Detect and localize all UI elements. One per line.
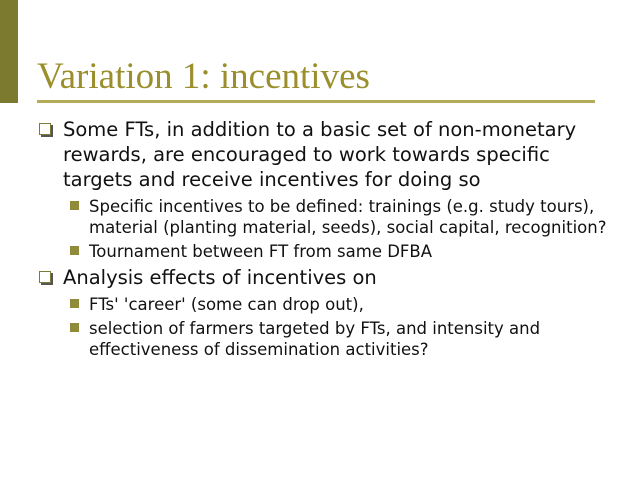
square-bullet-icon — [39, 271, 51, 283]
small-square-bullet-icon — [70, 299, 79, 308]
bullet-text: Analysis effects of incentives on — [63, 266, 377, 289]
slide-title: Variation 1: incentives — [37, 56, 370, 97]
sub-bullet-item-2-1 — [37, 294, 607, 315]
slide-content — [37, 117, 607, 363]
sub-bullet-item-1-1 — [37, 196, 607, 238]
sidebar-accent-bar — [0, 0, 18, 103]
small-square-bullet-icon — [70, 201, 79, 210]
sub-bullet-text: Specific incentives to be defined: trainings (e.g. study tours), material (planting material, seeds), social capital, recognition? — [89, 197, 607, 237]
sub-bullet-text: FTs' 'career' (some can drop out), — [89, 295, 364, 314]
bullet-text: Some FTs, in addition to a basic set of non-monetary rewards, are encouraged to work towards specific targets and receive incentives for doing so — [63, 118, 577, 191]
small-square-bullet-icon — [70, 323, 79, 332]
title-underline — [37, 100, 595, 103]
sub-bullet-text: selection of farmers targeted by FTs, and intensity and effectiveness of dissemination activities? — [89, 319, 541, 359]
small-square-bullet-icon — [70, 246, 79, 255]
bullet-item-2 — [37, 265, 607, 290]
sub-bullet-text: Tournament between FT from same DFBA — [89, 242, 433, 261]
sidebar-divider — [18, 0, 20, 103]
sub-bullet-item-1-2 — [37, 241, 607, 262]
slide-sidebar — [0, 0, 18, 479]
square-bullet-icon — [39, 123, 51, 135]
bullet-item-1 — [37, 117, 607, 192]
sub-bullet-item-2-2 — [37, 318, 607, 360]
